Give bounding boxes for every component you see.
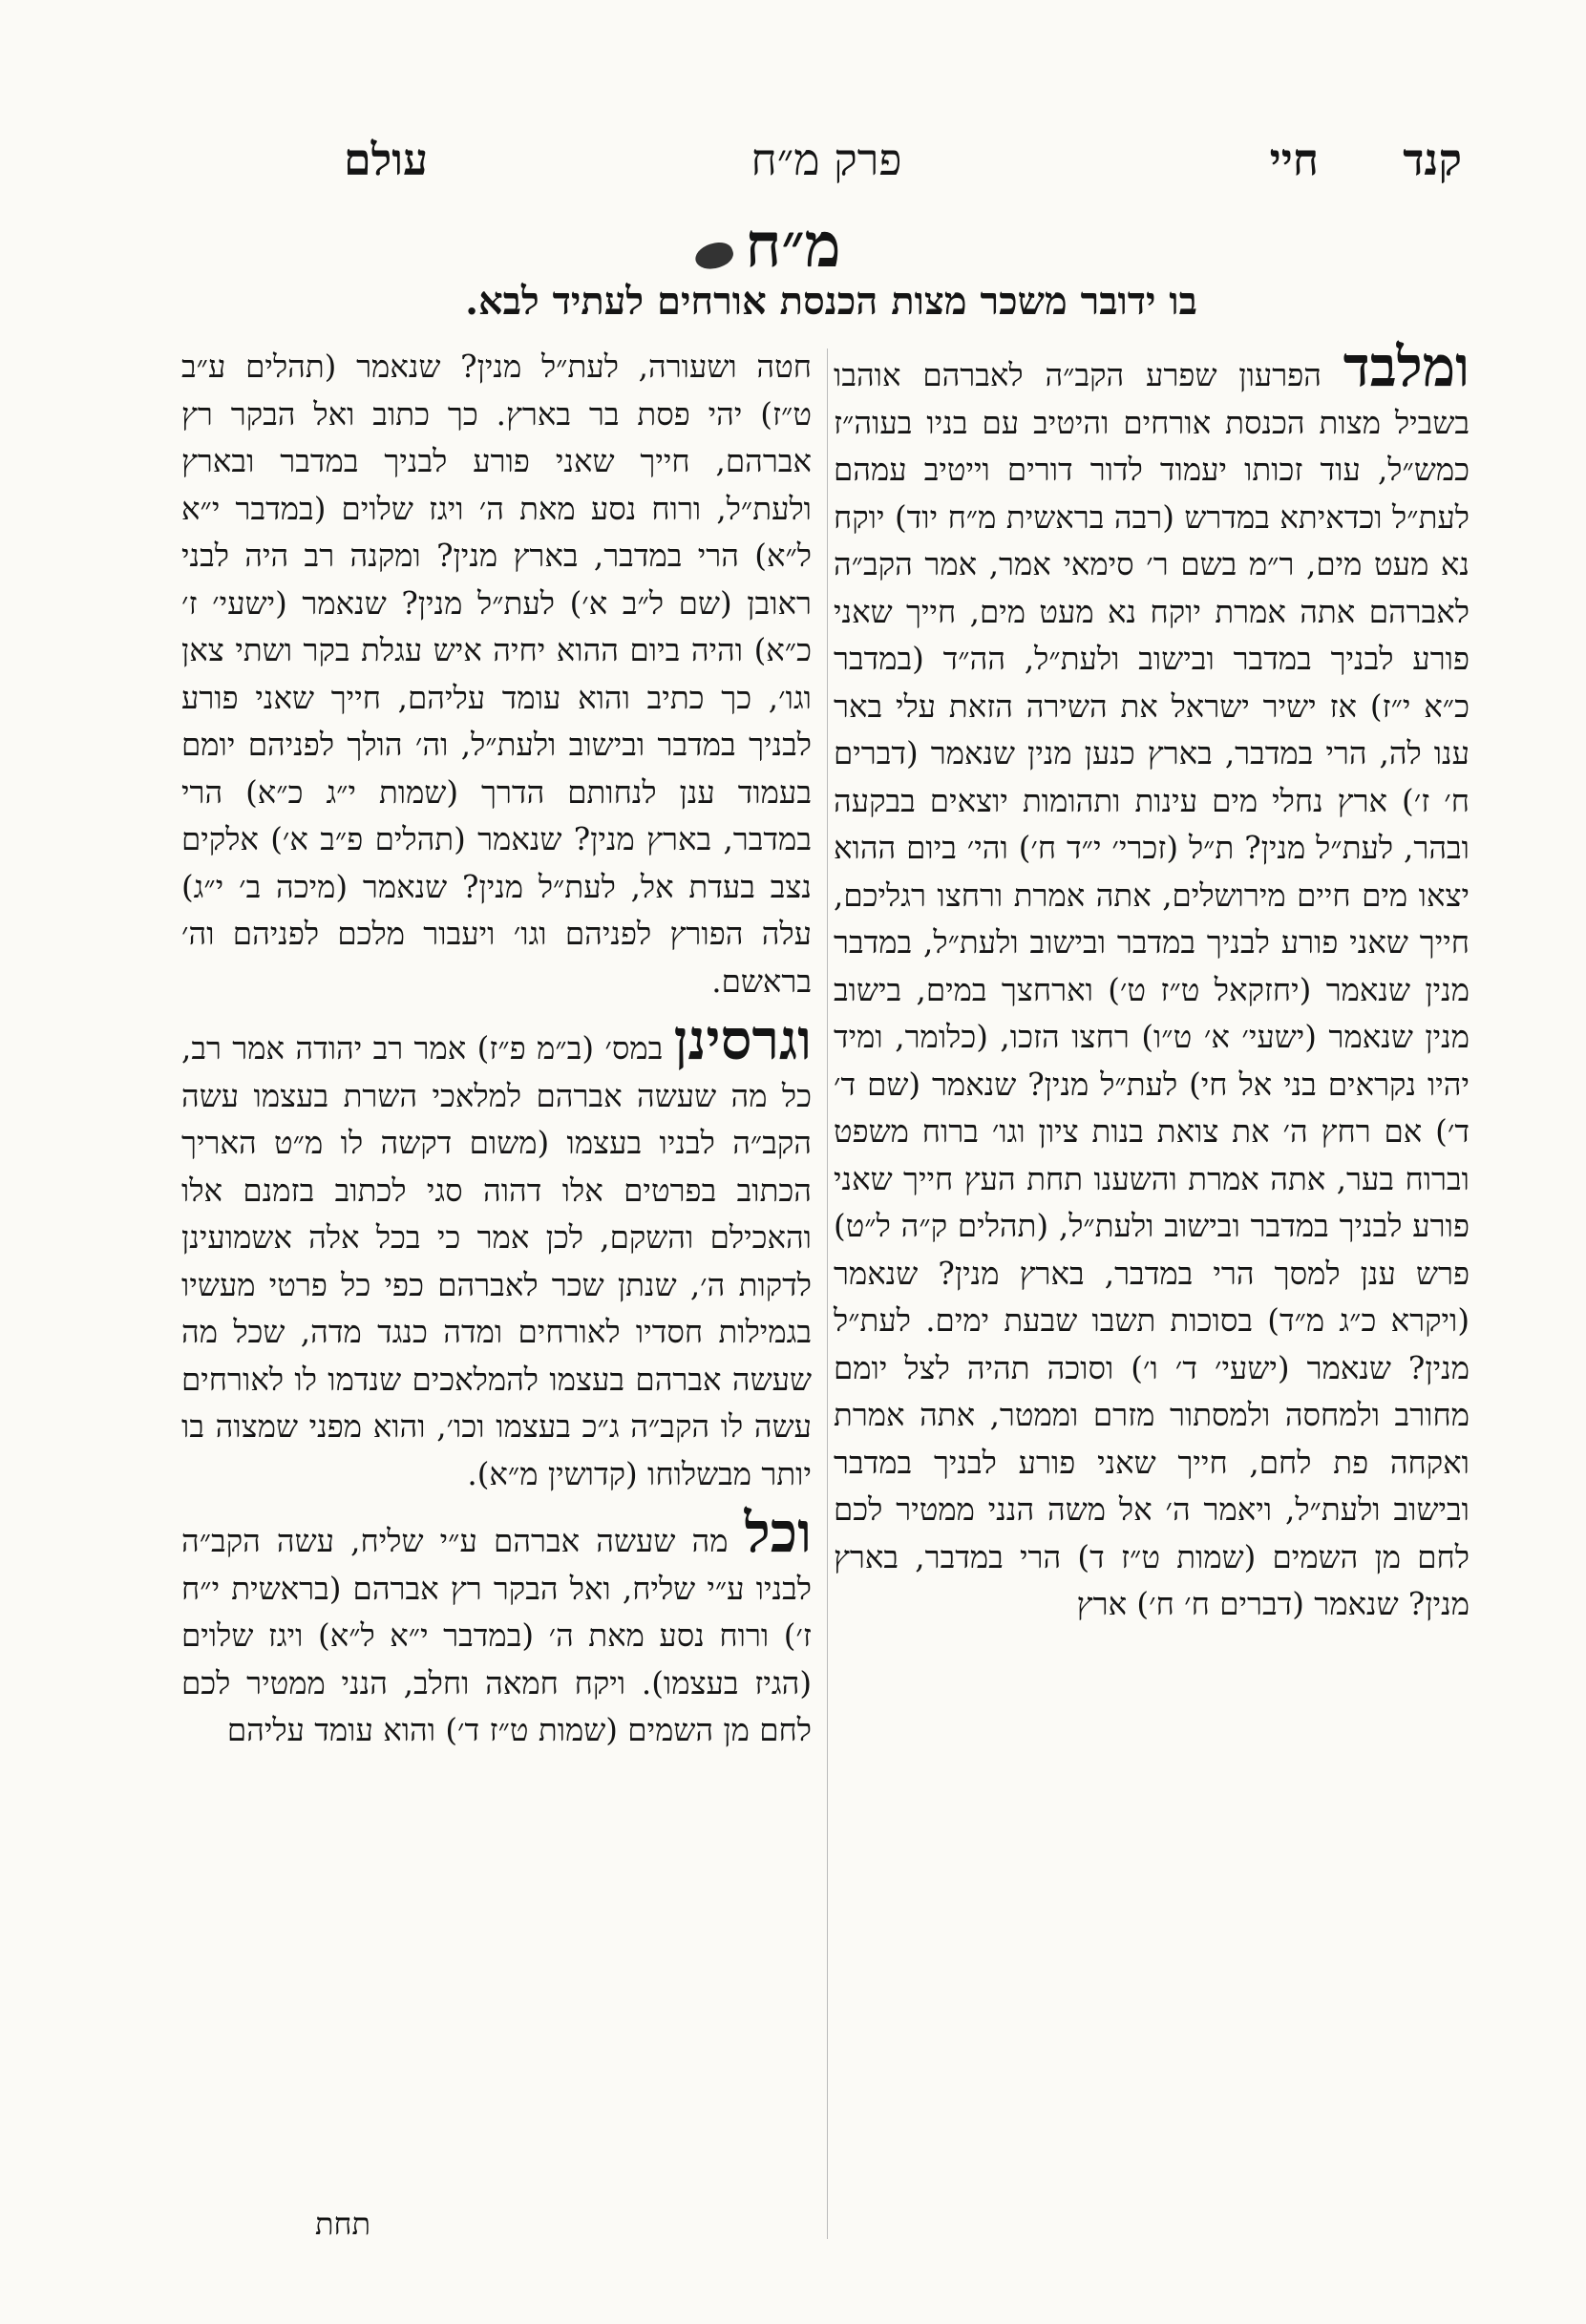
left-column-paragraph-2 — [181, 1007, 812, 1498]
right-column-paragraph — [834, 334, 1470, 1629]
left-column — [181, 344, 812, 1755]
running-head — [191, 134, 1462, 191]
left-column-text-2: במס׳ (ב״מ פ״ז) אמר רב יהודה אמר רב, כל מה שעשה אברהם למלאכי השרת בעצמו עשה הקב״ה לבניו בעצמו (משום דקשה לו מ״ט האריך הכתוב בפרטים אלו דהוה סגי לכתוב בזמנם אלו והאכילם והשקם, לכן אמר כי בכל אלה אשמועינן לדקות ה׳, שנתן שכר לאברהם כפי כל פרטי מעשיו בגמילות חסדיו לאורחים ומדה כנגד מדה, שכל מה שעשה אברהם בעצמו להמלאכים שנדמו לו לאורחים עשה לו הקב״ה ג״כ בעצמו וכו׳, והוא מפני שמצוה בו יותר מבשלוחו (קדושין מ״א). — [181, 1030, 812, 1492]
running-head-chapter-label: פרק מ״ח — [751, 134, 902, 185]
column-divider — [827, 349, 828, 2239]
page-number: קנד — [1403, 134, 1462, 185]
lead-word: ומלבד — [1343, 334, 1470, 399]
left-column-text-3: מה שעשה אברהם ע״י שליח, עשה הקב״ה לבניו ע״י שליח, ואל הבקר רץ אברהם (בראשית י״ח ז׳) ורוח נסע מאת ה׳ (במדבר י״א ל״א) ויגז שלוים (הגיז בעצמו). ויקח חמאה וחלב, הנני ממטיר לכם לחם מן השמים (שמות ט״ז ד׳) והוא עומד עליהם — [181, 1523, 812, 1748]
running-head-book-word-2: עולם — [344, 134, 429, 185]
right-column-text: הפרעון שפרע הקב״ה לאברהם אוהבו בשביל מצות הכנסת אורחים והיטיב עם בניו בעוה״ז כמש״ל, עוד זכותו יעמוד לדור דורים וייטיב עמהם לעת״ל וכדאיתא במדרש (רבה בראשית מ״ח יוד) יוקח נא מעט מים, ר״מ בשם ר׳ סימאי אמר, אמר הקב״ה לאברהם אתה אמרת יוקח נא מעט מים, חייך שאני פורע לבניך במדבר ובישוב ולעת״ל, הה״ד (במדבר כ״א י״ז) אז ישיר ישראל את השירה הזאת עלי באר ענו לה, הרי במדבר, בארץ כנען מנין שנאמר (דברים ח׳ ז׳) ארץ נחלי מים עינות ותהומות יוצאים בבקעה ובהר, לעת״ל מנין? ת״ל (זכרי׳ י״ד ח׳) והי׳ ביום ההוא יצאו מים חיים מירושלים, אתה אמרת ורחצו רגליכם, חייך שאני פורע לבניך במדבר ובישוב ולעת״ל, במדבר מנין שנאמר (יחזקאל ט״ז ט׳) וארחצך במים, בישוב מנין שנאמר (ישעי׳ א׳ ט״ו) רחצו הזכו, (כלומר, ומיד יהיו נקראים בני אל חי) לעת״ל מנין? שנאמר (שם ד׳ ד׳) אם רחץ ה׳ את צואת בנות ציון וגו׳ ברוח משפט וברוח בער, אתה אמרת והשענו תחת העץ חייך שאני פורע לבניך במדבר ובישוב ולעת״ל, (תהלים ק״ה ל״ט) פרש ענן למסך הרי במדבר, בארץ מנין? שנאמר (ויקרא כ״ג מ״ד) בסוכות תשבו שבעת ימים. לעת״ל מנין? שנאמר (ישעי׳ ד׳ ו׳) וסוכה תהיה לצל יומם מחורב ולמחסה ולמסתור מזרם וממטר, אתה אמרת ואקחה פת לחם, חייך שאני פורע לבניך במדבר ובישוב ולעת״ל, ויאמר ה׳ אל משה הנני ממטיר לכם לחם מן השמים (שמות ט״ז ד) הרי במדבר, בארץ מנין? שנאמר (דברים ח׳ ח׳) ארץ — [834, 357, 1470, 1622]
right-column — [834, 334, 1470, 1629]
paragraph-heading-vechol: וכל — [744, 1500, 812, 1565]
left-column-paragraph-3 — [181, 1500, 812, 1755]
paragraph-gap — [181, 1498, 812, 1510]
running-head-book-word-1: חיי — [1269, 134, 1319, 185]
chapter-subtitle: בו ידובר משכר מצות הכנסת אורחים לעתיד לבא. — [465, 279, 1197, 324]
paragraph-heading-vegarsinan: וגרסינן — [673, 1007, 812, 1072]
catchword: תחת — [315, 2206, 370, 2242]
left-column-paragraph-1: חטה ושעורה, לעת״ל מנין? שנאמר (תהלים ע״ב ט״ז) יהי פסת בר בארץ. כך כתוב ואל הבקר רץ אברהם, חייך שאני פורע לבניך במדבר ובארץ ולעת״ל, ורוח נסע מאת ה׳ ויגז שלוים (במדבר י״א ל״א) הרי במדבר, בארץ מנין? ומקנה רב היה לבני ראובן (שם ל״ב א׳) לעת״ל מנין? שנאמר (ישעי׳ ז׳ כ״א) והיה ביום ההוא יחיה איש עגלת בקר ושתי צאן וגו׳, כך כתיב והוא עומד עליהם, חייך שאני פורע לבניך במדבר ובישוב ולעת״ל, וה׳ הולך לפניהם יומם בעמוד ענן לנחותם הדרך (שמות י״ג כ״א) הרי במדבר, בארץ מנין? שנאמר (תהלים פ״ב א׳) אלקים נצב בעדת אל, לעת״ל מנין? שנאמר (מיכה ב׳ י״ג) עלה הפורץ לפניהם וגו׳ ויעבור מלכם לפניהם וה׳ בראשם. — [181, 349, 812, 1000]
chapter-title: מ״ח — [745, 210, 841, 282]
